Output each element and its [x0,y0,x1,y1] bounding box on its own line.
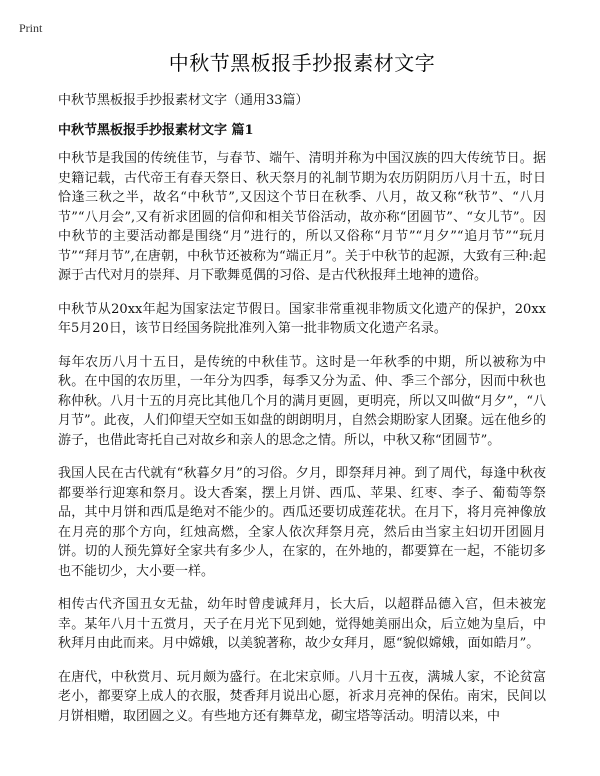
paragraph-4: 我国人民在古代就有“秋暮夕月”的习俗。夕月，即祭拜月神。到了周代，每逢中秋夜都要举行迎寒和祭月。设大香案，摆上月饼、西瓜、苹果、红枣、李子、葡萄等祭品，其中月饼和西瓜是绝对不能少的。西瓜还要切成莲花状。在月下，将月亮神像放在月亮的那个方向，红烛高燃，全家人依次拜祭月亮，然后由当家主妇切开团圆月饼。切的人预先算好全家共有多少人，在家的，在外地的，都要算在一起，不能切多也不能切少，大小要一样。 [58,466,546,579]
paragraph-6: 在唐代，中秋赏月、玩月颇为盛行。在北宋京师。八月十五夜，满城人家，不论贫富老小，都要穿上成人的衣服，焚香拜月说出心愿，祈求月亮神的保佑。南宋，民间以月饼相赠，取团圆之义。有些地方还有舞草龙，砌宝塔等活动。明清以来，中 [58,669,546,724]
document-title: 中秋节黑板报手抄报素材文字 [168,51,436,75]
paragraph-1: 中秋节是我国的传统佳节，与春节、端午、清明并称为中国汉族的四大传统节日。据史籍记载，古代帝王有春天祭日、秋天祭月的礼制节期为农历阴阴历八月十五，时日恰逢三秋之半，故名“中秋节”,又因这个节日在秋季、八月，故又称“秋节”、“八月节”“八月会”,又有祈求团圆的信仰和相关节俗活动，故亦称“团圆节”、“女儿节”。因中秋节的主要活动都是围绕“月”进行的，所以又俗称“月节”“月夕”“追月节”“玩月节”“拜月节”,在唐朝，中秋节还被称为“端正月”。关于中秋节的起源，大致有三种:起源于古代对月的崇拜、月下歌舞觅偶的习俗、是古代秋报拜土地神的遗俗。 [58,151,546,283]
section-heading: 中秋节黑板报手抄报素材文字 篇1 [58,123,254,138]
paragraph-5: 相传古代齐国丑女无盐，幼年时曾虔诚拜月，长大后，以超群品德入宫，但未被宠幸。某年八月十五赏月，天子在月光下见到她，觉得她美丽出众，后立她为皇后，中秋拜月由此而来。月中嫦娥，以美貌著称，故少女拜月，愿“貌似嫦娥，面如皓月”。 [58,597,546,651]
paragraph-3: 每年农历八月十五日，是传统的中秋佳节。这时是一年秋季的中期，所以被称为中秋。在中国的农历里，一年分为四季，每季又分为孟、仲、季三个部分，因而中秋也称仲秋。八月十五的月亮比其他几个月的满月更圆，更明亮，所以又叫做“月夕”，“八月节”。此夜，人们仰望天空如玉如盘的朗朗明月，自然会期盼家人团聚。远在他乡的游子，也借此寄托自己对故乡和亲人的思念之情。所以，中秋又称“团圆节”。 [58,354,546,448]
document-page [58,50,546,740]
print-link[interactable]: Print [19,21,43,35]
document-subtitle: 中秋节黑板报手抄报素材文字（通用33篇） [58,93,309,108]
paragraph-2: 中秋节从20xx年起为国家法定节假日。国家非常重视非物质文化遗产的保护，20xx年5月20日，该节日经国务院批准列入第一批非物质文化遗产名录。 [58,301,546,336]
